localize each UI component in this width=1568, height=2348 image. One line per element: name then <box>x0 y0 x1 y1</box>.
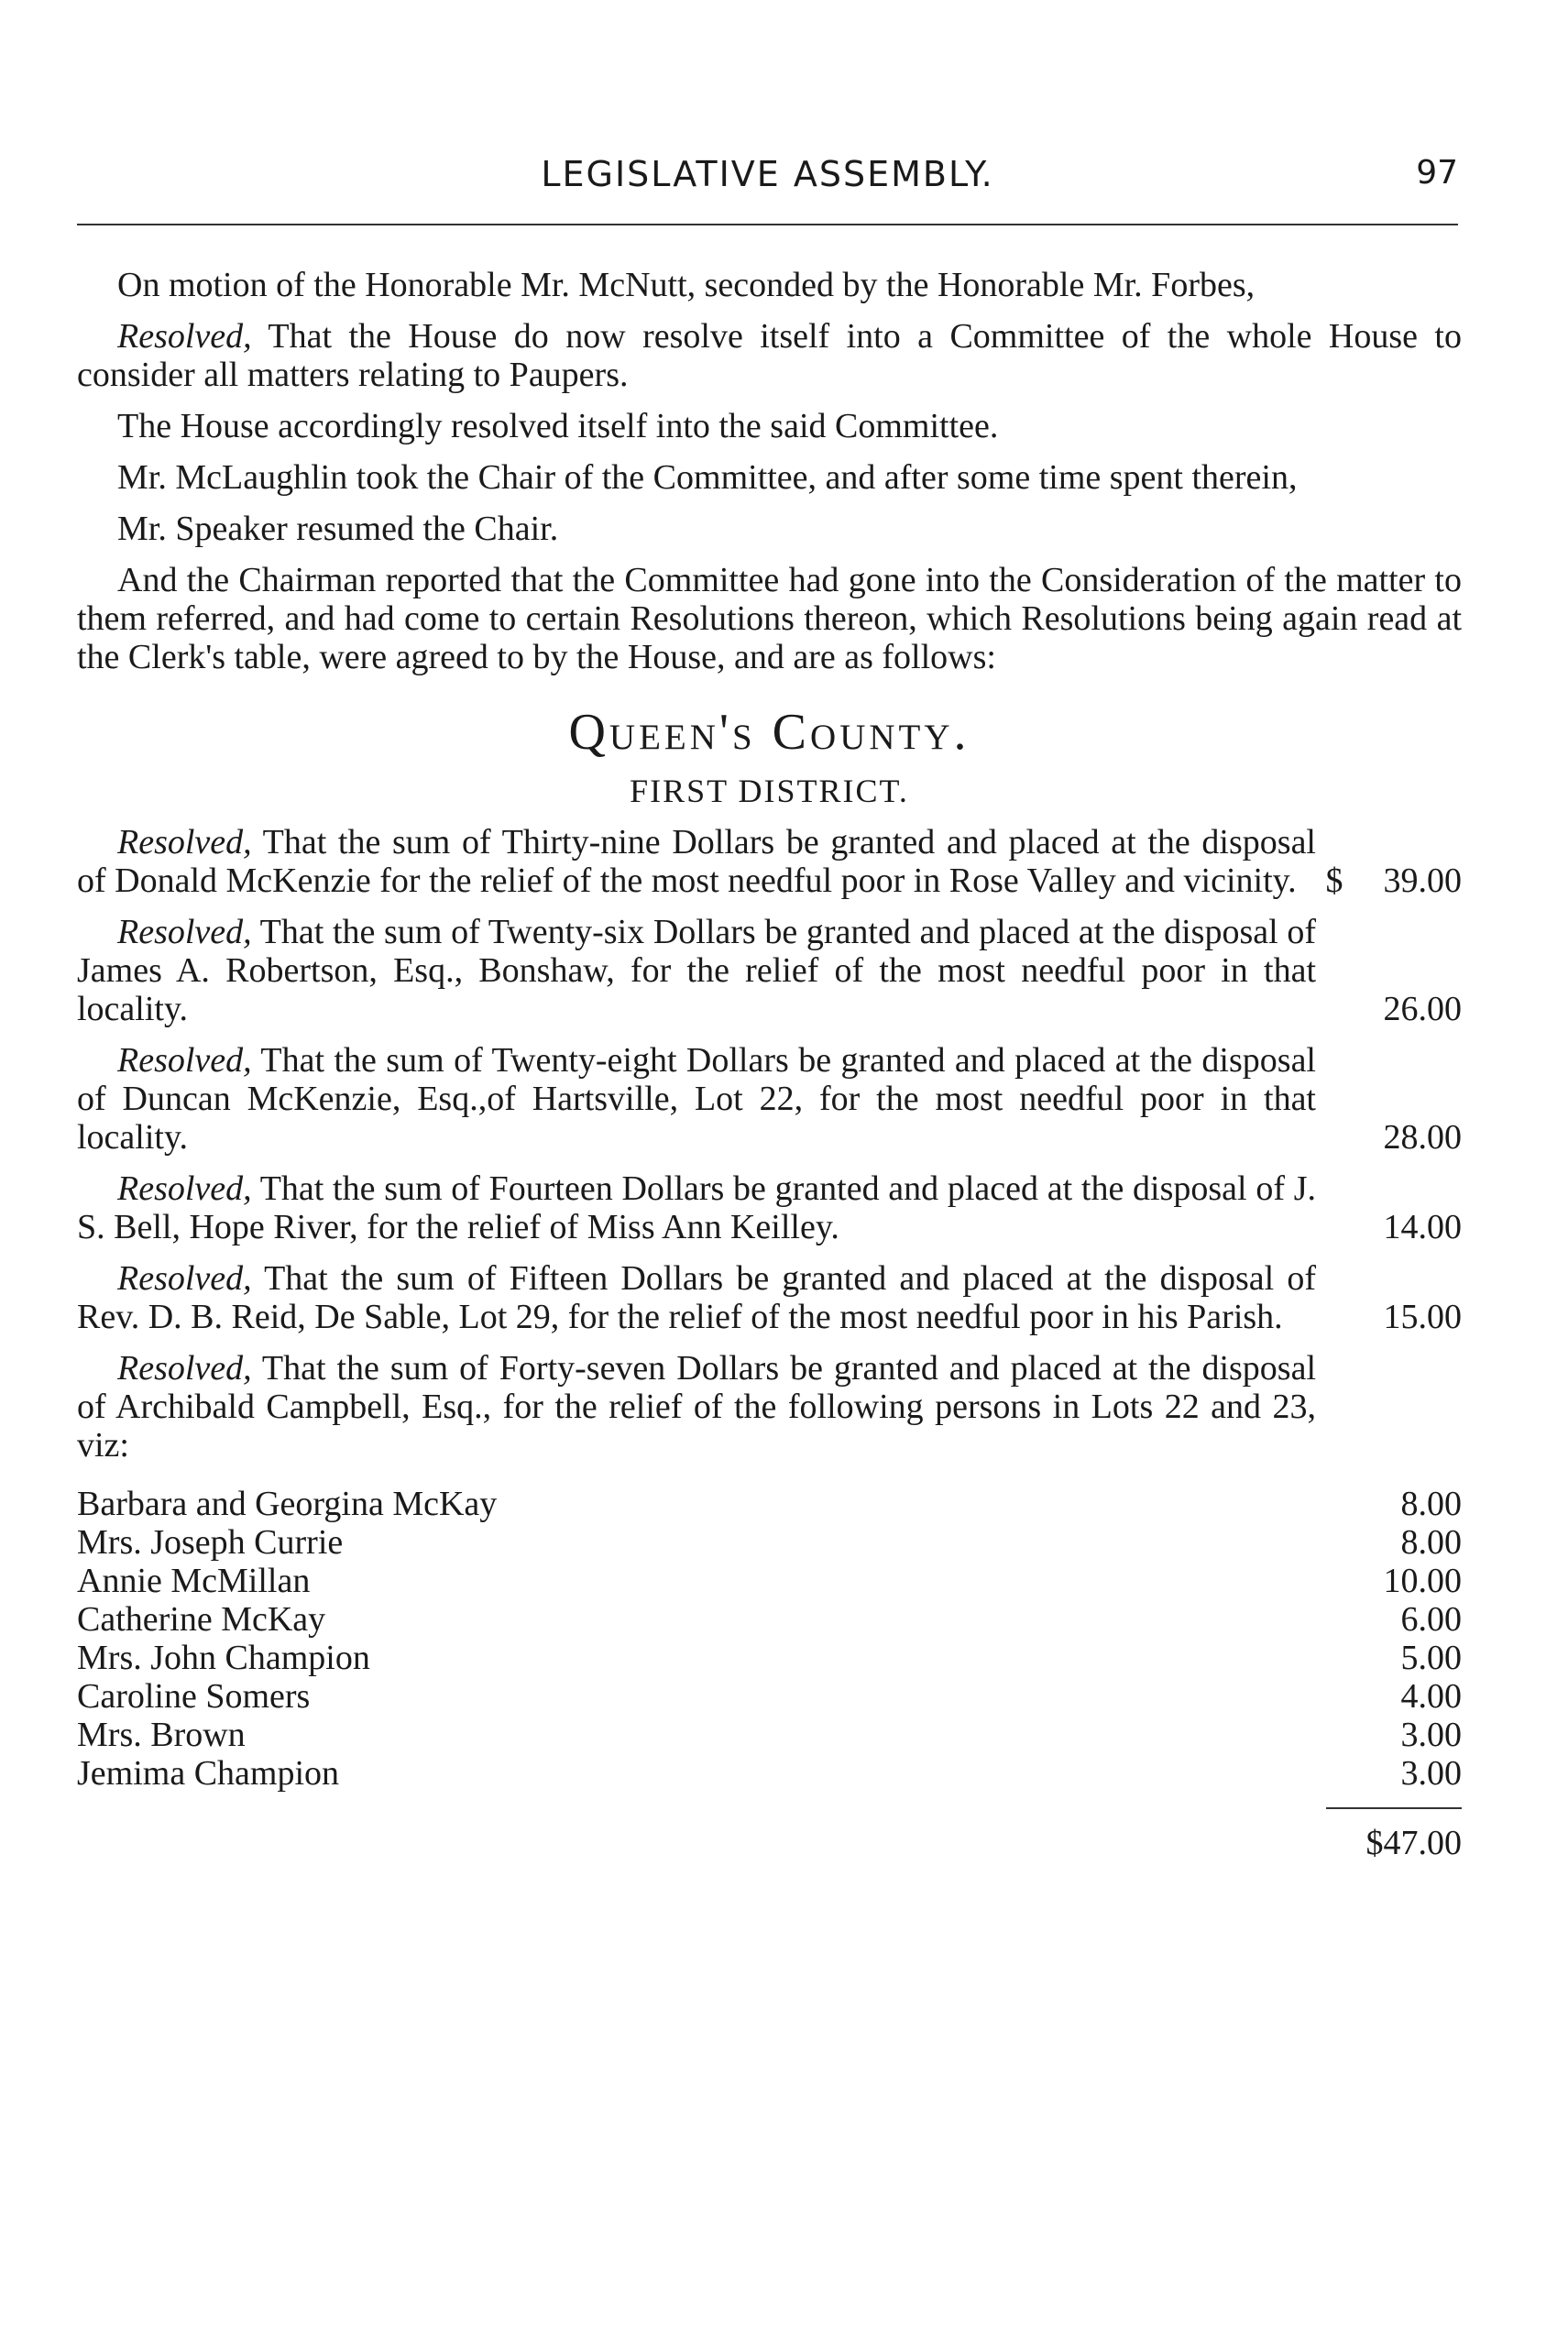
total-rule <box>1326 1807 1462 1809</box>
grant-resolution: Resolved, That the sum of Fourteen Dollars be granted and placed at the disposal of J. S. Bell, Hope River, for the relief of Miss Ann Keilley. 14.00 <box>77 1169 1462 1246</box>
currency-sign: $ <box>1325 861 1343 900</box>
grant-resolution: Resolved, That the sum of Thirty-nine Dollars be granted and placed at the disposal of Donald McKenzie for the relief of the most needful poor in Rose Valley and vicinity. $ 39.00 <box>77 823 1462 900</box>
recipient-row: Mrs. Joseph Currie 8.00 <box>77 1523 1462 1562</box>
grant-resolution: Resolved, That the sum of Fifteen Dollars be granted and placed at the disposal of Rev. D. B. Reid, De Sable, Lot 29, for the relief of the most needful poor in his Parish. 15.00 <box>77 1259 1462 1336</box>
grant-amount: 39.00 <box>1383 861 1462 900</box>
recipient-row: Mrs. John Champion 5.00 <box>77 1639 1462 1677</box>
body-text <box>77 266 1462 1862</box>
committee-paragraph: The House accordingly resolved itself into the said Committee. <box>117 407 999 445</box>
chair-paragraph: Mr. McLaughlin took the Chair of the Committee, and after some time spent therein, <box>117 458 1298 497</box>
recipient-row: Caroline Somers 4.00 <box>77 1677 1462 1716</box>
grant-amount: 14.00 <box>1383 1208 1462 1246</box>
grant-resolution: Resolved, That the sum of Twenty-eight Dollars be granted and placed at the disposal of Duncan McKenzie, Esq.,of Hartsville, Lot 22, for the most needful poor in that locality. 28.00 <box>77 1041 1462 1157</box>
county-heading: Queen's County. <box>568 704 970 761</box>
page-number: 97 <box>1416 154 1458 192</box>
resolved-lead: Resolved, <box>117 823 252 861</box>
running-title: LEGISLATIVE ASSEMBLY. <box>541 154 994 194</box>
resolved-lead: Resolved, <box>117 1259 252 1298</box>
recipient-row: Catherine McKay 6.00 <box>77 1600 1462 1639</box>
resolved-lead: Resolved, <box>117 317 252 356</box>
grant-amount: 26.00 <box>1383 990 1462 1028</box>
motion-paragraph: On motion of the Honorable Mr. McNutt, seconded by the Honorable Mr. Forbes, <box>117 266 1255 304</box>
recipient-row: Jemima Champion 3.00 <box>77 1754 1462 1793</box>
grant-amount: 15.00 <box>1383 1298 1462 1336</box>
header-rule <box>77 224 1458 225</box>
report-paragraph: And the Chairman reported that the Committee had gone into the Consideration of the matter to them referred, and had come to certain Resolutions thereon, which Resolutions being again read at the Clerk's table, were agreed to by the House, and are as follows: <box>77 561 1462 676</box>
grant-amount: 28.00 <box>1383 1118 1462 1157</box>
resolved-lead: Resolved, <box>117 913 252 951</box>
total-amount: $47.00 <box>1365 1824 1462 1862</box>
resolved-paragraph: Resolved, That the House do now resolve itself into a Committee of the whole House to consider all matters relating to Paupers. <box>77 317 1462 394</box>
district-heading: FIRST DISTRICT. <box>630 773 909 809</box>
recipient-row: Mrs. Brown 3.00 <box>77 1716 1462 1754</box>
grant-resolution: Resolved, That the sum of Twenty-six Dollars be granted and placed at the disposal of James A. Robertson, Esq., Bonshaw, for the relief of the most needful poor in that locality. 26.00 <box>77 913 1462 1028</box>
resolved-lead: Resolved, <box>117 1349 252 1388</box>
grant-resolution: Resolved, That the sum of Forty-seven Dollars be granted and placed at the disposal of Archibald Campbell, Esq., for the relief of the following persons in Lots 22 and 23, viz: <box>77 1349 1316 1465</box>
resolved-lead: Resolved, <box>117 1169 252 1208</box>
resolved-lead: Resolved, <box>117 1041 252 1080</box>
recipient-row: Barbara and Georgina McKay 8.00 <box>77 1485 1462 1523</box>
recipient-row: Annie McMillan 10.00 <box>77 1562 1462 1600</box>
running-head <box>77 154 1458 209</box>
recipient-list <box>77 1485 1462 1793</box>
speaker-paragraph: Mr. Speaker resumed the Chair. <box>117 510 559 548</box>
